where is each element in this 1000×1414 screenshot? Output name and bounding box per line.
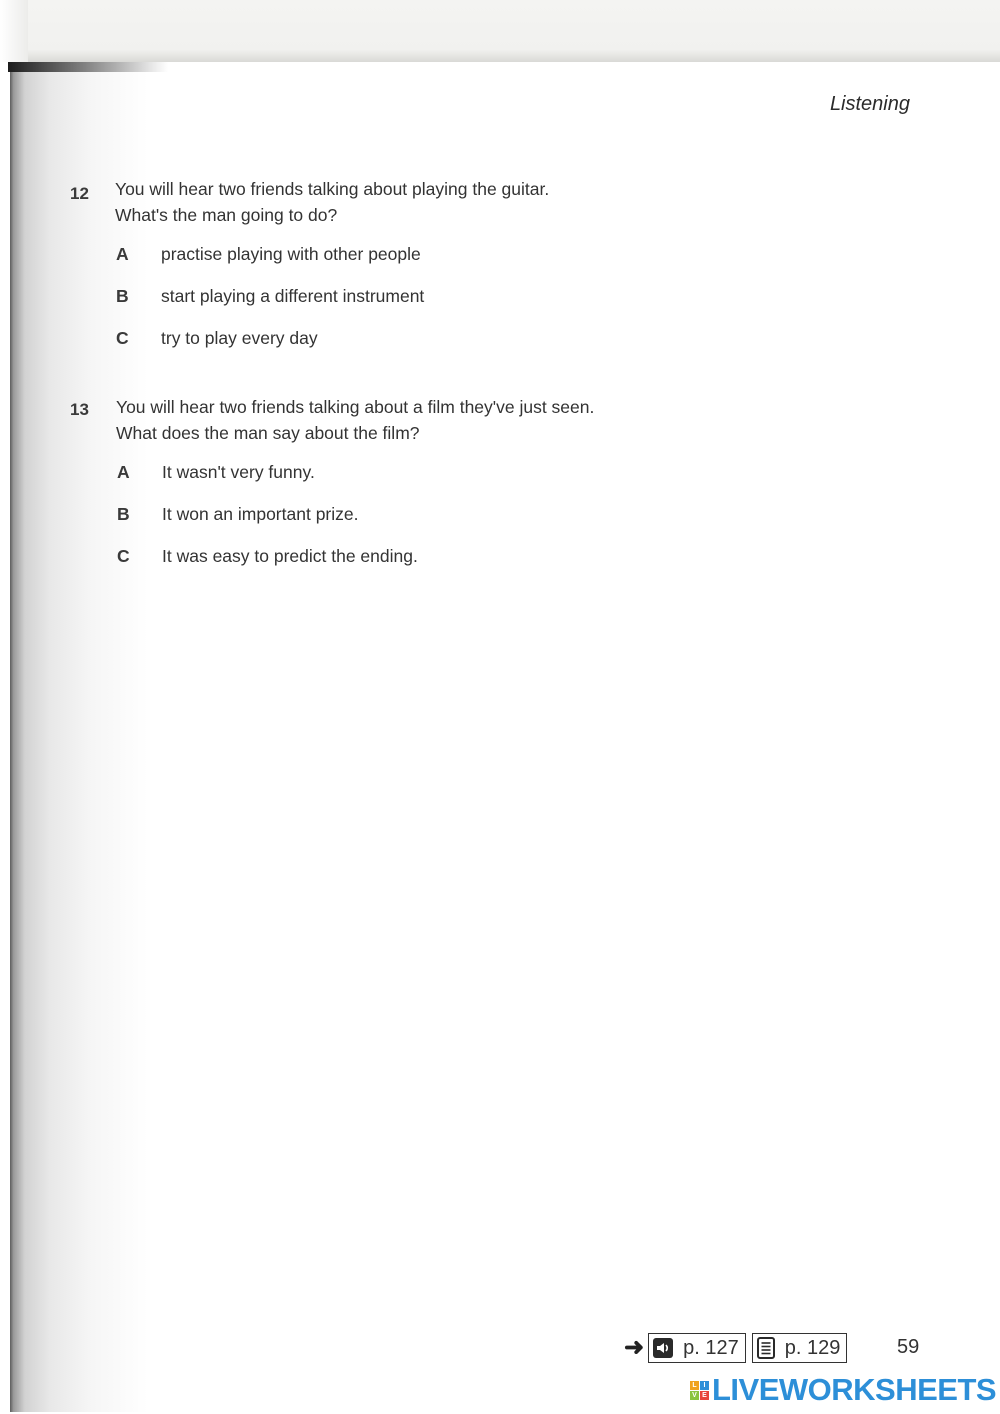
page-number: 59 [897, 1336, 920, 1358]
question-text [115, 176, 549, 228]
liveworksheets-logo [690, 1381, 709, 1400]
option-text: It won an important prize. [162, 504, 359, 524]
option-b[interactable] [116, 286, 424, 307]
question-line: What does the man say about the film? [116, 423, 420, 443]
document-icon [757, 1337, 775, 1359]
option-a[interactable] [117, 462, 315, 483]
reference-label: p. 129 [784, 1336, 841, 1359]
question-line: What's the man going to do? [115, 205, 338, 225]
option-b[interactable] [117, 504, 358, 525]
reference-label: p. 127 [683, 1336, 739, 1359]
option-c[interactable] [117, 546, 418, 567]
option-text: start playing a different instrument [161, 286, 425, 306]
option-letter: C [117, 546, 130, 566]
audio-script-reference[interactable] [648, 1333, 746, 1363]
footer-references [624, 1333, 853, 1363]
watermark-text: LIVEWORKSHEETS [712, 1372, 997, 1407]
option-text: It wasn't very funny. [162, 462, 315, 482]
logo-cell: I [700, 1381, 709, 1390]
speaker-icon [653, 1338, 673, 1358]
option-letter: A [117, 462, 130, 482]
scan-top-strip [0, 0, 1000, 62]
option-letter: B [116, 286, 129, 306]
logo-cell: V [690, 1391, 699, 1400]
option-text: practise playing with other people [161, 244, 421, 264]
arrow-right-icon: ➜ [624, 1334, 645, 1361]
option-letter: A [116, 244, 129, 264]
grammar-reference[interactable] [752, 1333, 848, 1363]
section-title: Listening [829, 93, 910, 115]
page-edge [0, 62, 10, 1414]
question-number: 12 [70, 184, 89, 203]
option-c[interactable] [116, 328, 318, 349]
option-text: It was easy to predict the ending. [162, 546, 418, 566]
liveworksheets-watermark [690, 1372, 996, 1408]
option-letter: B [117, 504, 130, 524]
option-a[interactable] [116, 244, 421, 265]
question-number: 13 [70, 400, 89, 419]
question-text [116, 394, 594, 446]
option-text: try to play every day [161, 328, 318, 348]
page-corner-shadow [8, 62, 168, 72]
question-line: You will hear two friends talking about playing the guitar. [115, 179, 550, 199]
logo-cell: E [700, 1391, 709, 1400]
question-line: You will hear two friends talking about a film they've just seen. [116, 397, 595, 417]
logo-cell: L [690, 1381, 699, 1390]
option-letter: C [116, 328, 129, 348]
